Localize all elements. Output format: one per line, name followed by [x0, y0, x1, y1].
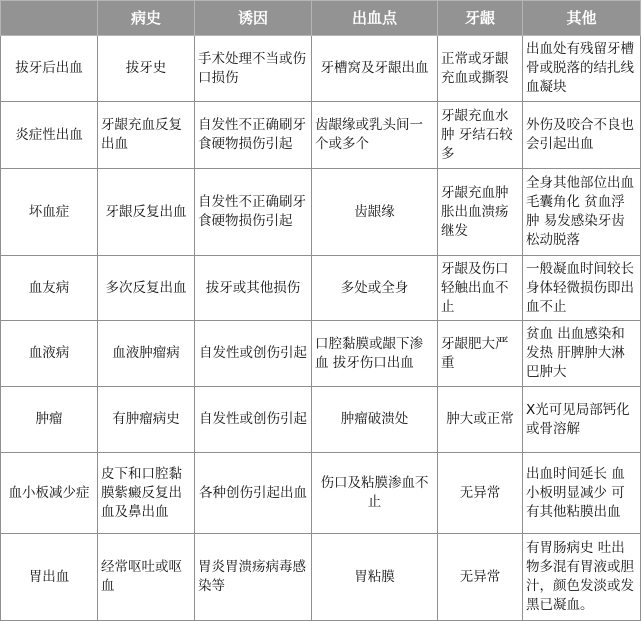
row-cause: 自发性或创伤引起 [195, 387, 312, 453]
row-other: X光可见局部钙化或骨溶解 [523, 387, 641, 453]
row-condition: 肿瘤 [1, 387, 98, 453]
row-gums: 牙龈充血肿胀出血溃疡继发 [438, 169, 523, 256]
row-gums: 正常或牙龈充血或撕裂 [438, 36, 523, 102]
row-gums: 肿大或正常 [438, 387, 523, 453]
row-other: 贫血 出血感染和发热 肝脾肿大淋巴肿大 [523, 321, 641, 387]
row-cause: 手术处理不当或伤口损伤 [195, 36, 312, 102]
row-gums: 牙龈肥大严重 [438, 321, 523, 387]
row-bleeding-site: 多处或全身 [312, 256, 438, 321]
row-bleeding-site: 口腔黏膜或龈下渗血 拔牙伤口出血 [312, 321, 438, 387]
row-history: 有肿瘤病史 [98, 387, 195, 453]
header-other: 其他 [523, 1, 641, 36]
row-history: 皮下和口腔黏膜紫癜反复出血及鼻出血 [98, 453, 195, 534]
row-cause: 拔牙或其他损伤 [195, 256, 312, 321]
row-history: 牙龈反复出血 [98, 169, 195, 256]
table-row [1, 387, 641, 453]
row-gums: 牙龈充血水肿 牙结石较多 [438, 102, 523, 169]
row-other: 一般凝血时间较长 身体轻微损伤即出血不止 [523, 256, 641, 321]
row-condition: 血友病 [1, 256, 98, 321]
header-corner [1, 1, 98, 36]
row-bleeding-site: 齿龈缘 [312, 169, 438, 256]
header-cause: 诱因 [195, 1, 312, 36]
row-bleeding-site: 伤口及粘膜渗血不止 [312, 453, 438, 534]
header-history: 病史 [98, 1, 195, 36]
table-row [1, 453, 641, 534]
row-other: 出血时间延长 血小板明显减少 可有其他粘膜出血 [523, 453, 641, 534]
row-gums: 牙龈及伤口轻触出血不止 [438, 256, 523, 321]
row-history: 经常呕吐或呕血 [98, 534, 195, 621]
row-history: 牙龈充血反复出血 [98, 102, 195, 169]
table-row [1, 256, 641, 321]
row-condition: 炎症性出血 [1, 102, 98, 169]
row-other: 全身其他部位出血 毛囊角化 贫血浮肿 易发感染牙齿松动脱落 [523, 169, 641, 256]
header-row [1, 1, 641, 36]
row-condition: 血液病 [1, 321, 98, 387]
row-other: 出血处有残留牙槽骨或脱落的结扎线血凝块 [523, 36, 641, 102]
header-bleeding-site: 出血点 [312, 1, 438, 36]
row-history: 拔牙史 [98, 36, 195, 102]
row-bleeding-site: 胃粘膜 [312, 534, 438, 621]
row-cause: 自发性或创伤引起 [195, 321, 312, 387]
table-row [1, 321, 641, 387]
row-bleeding-site: 齿龈缘或乳头间一个或多个 [312, 102, 438, 169]
row-gums: 无异常 [438, 534, 523, 621]
row-cause: 自发性不正确刷牙食硬物损伤引起 [195, 102, 312, 169]
row-history: 血液肿瘤病 [98, 321, 195, 387]
row-cause: 自发性不正确刷牙食硬物损伤引起 [195, 169, 312, 256]
table-row [1, 36, 641, 102]
row-condition: 拔牙后出血 [1, 36, 98, 102]
row-condition: 血小板减少症 [1, 453, 98, 534]
row-condition: 胃出血 [1, 534, 98, 621]
row-gums: 无异常 [438, 453, 523, 534]
row-condition: 坏血症 [1, 169, 98, 256]
row-cause: 胃炎胃溃疡病毒感染等 [195, 534, 312, 621]
row-cause: 各种创伤引起出血 [195, 453, 312, 534]
table-row [1, 169, 641, 256]
row-bleeding-site: 牙槽窝及牙龈出血 [312, 36, 438, 102]
row-bleeding-site: 肿瘤破溃处 [312, 387, 438, 453]
row-history: 多次反复出血 [98, 256, 195, 321]
header-gums: 牙龈 [438, 1, 523, 36]
table-row [1, 102, 641, 169]
row-other: 有胃肠病史 吐出物多混有胃液或胆汁，颜色发淡或发黑已凝血。 [523, 534, 641, 621]
table-row [1, 534, 641, 621]
row-other: 外伤及咬合不良也会引起出血 [523, 102, 641, 169]
